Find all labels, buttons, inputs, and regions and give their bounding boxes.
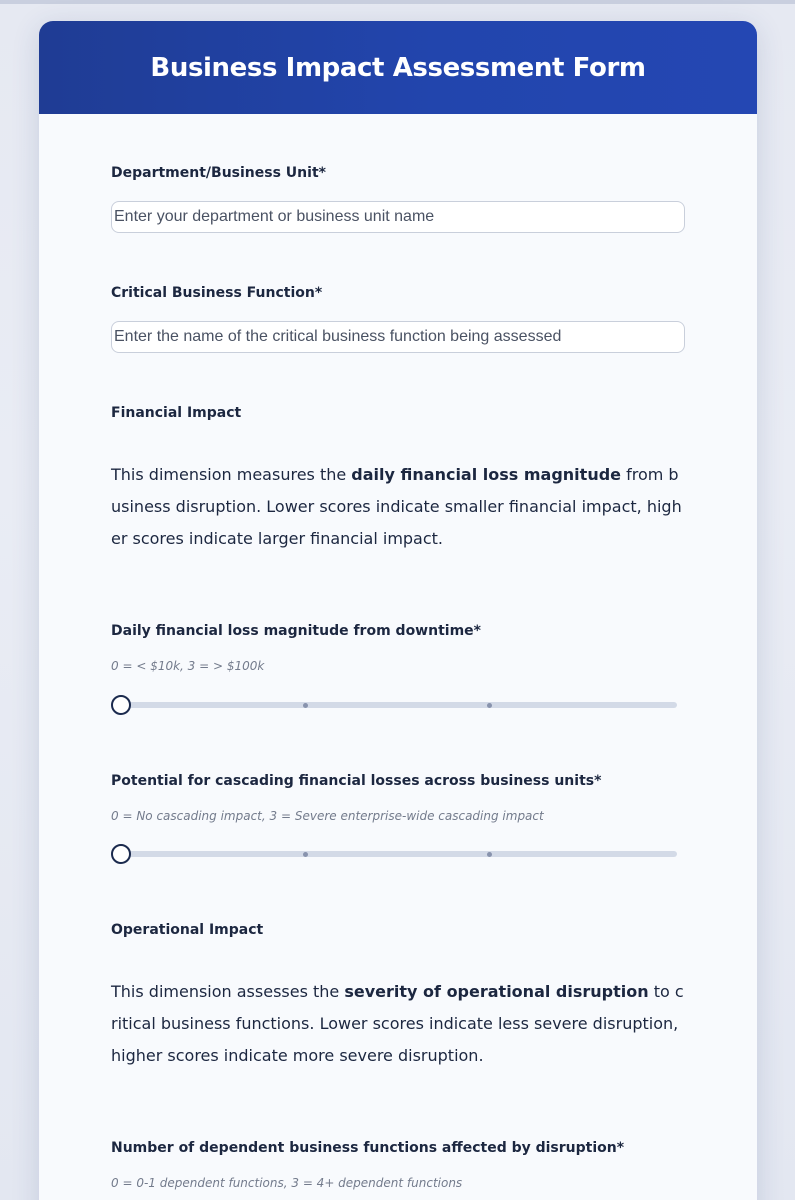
- daily-loss-question-hint: 0 = < $10k, 3 = > $100k: [111, 659, 265, 673]
- dependent-functions-question-label: Number of dependent business functions affected by disruption*: [111, 1140, 625, 1156]
- cascading-loss-slider[interactable]: [111, 843, 677, 865]
- dependent-functions-question-hint: 0 = 0-1 dependent functions, 3 = 4+ dependent functions: [111, 1176, 463, 1190]
- slider-thumb[interactable]: [111, 844, 131, 864]
- financial-impact-description: [111, 459, 685, 555]
- slider-thumb[interactable]: [111, 695, 131, 715]
- critical-function-input[interactable]: [111, 321, 685, 353]
- slider-track[interactable]: [115, 702, 677, 708]
- daily-loss-question-label: Daily financial loss magnitude from downtime*: [111, 623, 481, 639]
- slider-track[interactable]: [115, 851, 677, 857]
- operational-impact-description: [111, 976, 685, 1072]
- financial-desc-emphasis: daily financial loss magnitude: [351, 465, 622, 484]
- financial-desc-post: from business disruption. Lower scores indicate smaller financial impact, higher scores indicate larger financial impact.: [111, 465, 682, 548]
- slider-tick: [303, 852, 308, 857]
- department-label: Department/Business Unit*: [111, 165, 326, 181]
- cascading-loss-question-hint: 0 = No cascading impact, 3 = Severe enterprise-wide cascading impact: [111, 809, 544, 823]
- financial-impact-title: Financial Impact: [111, 405, 242, 421]
- form-header: [39, 21, 757, 114]
- cascading-loss-question-label: Potential for cascading financial losses across business units*: [111, 773, 602, 789]
- critical-function-label: Critical Business Function*: [111, 285, 323, 301]
- slider-tick: [303, 703, 308, 708]
- slider-tick: [487, 852, 492, 857]
- assessment-form-card: [39, 21, 757, 1200]
- department-input[interactable]: [111, 201, 685, 233]
- operational-desc-pre: This dimension assesses the: [111, 982, 345, 1001]
- operational-desc-post: to critical business functions. Lower scores indicate less severe disruption, higher scores indicate more severe disruption.: [111, 982, 684, 1065]
- operational-impact-title: Operational Impact: [111, 922, 264, 938]
- financial-desc-pre: This dimension measures the: [111, 465, 352, 484]
- top-strip: [0, 0, 795, 4]
- daily-loss-slider[interactable]: [111, 694, 677, 716]
- operational-desc-emphasis: severity of operational disruption: [344, 982, 649, 1001]
- form-title: Business Impact Assessment Form: [150, 52, 646, 83]
- slider-tick: [487, 703, 492, 708]
